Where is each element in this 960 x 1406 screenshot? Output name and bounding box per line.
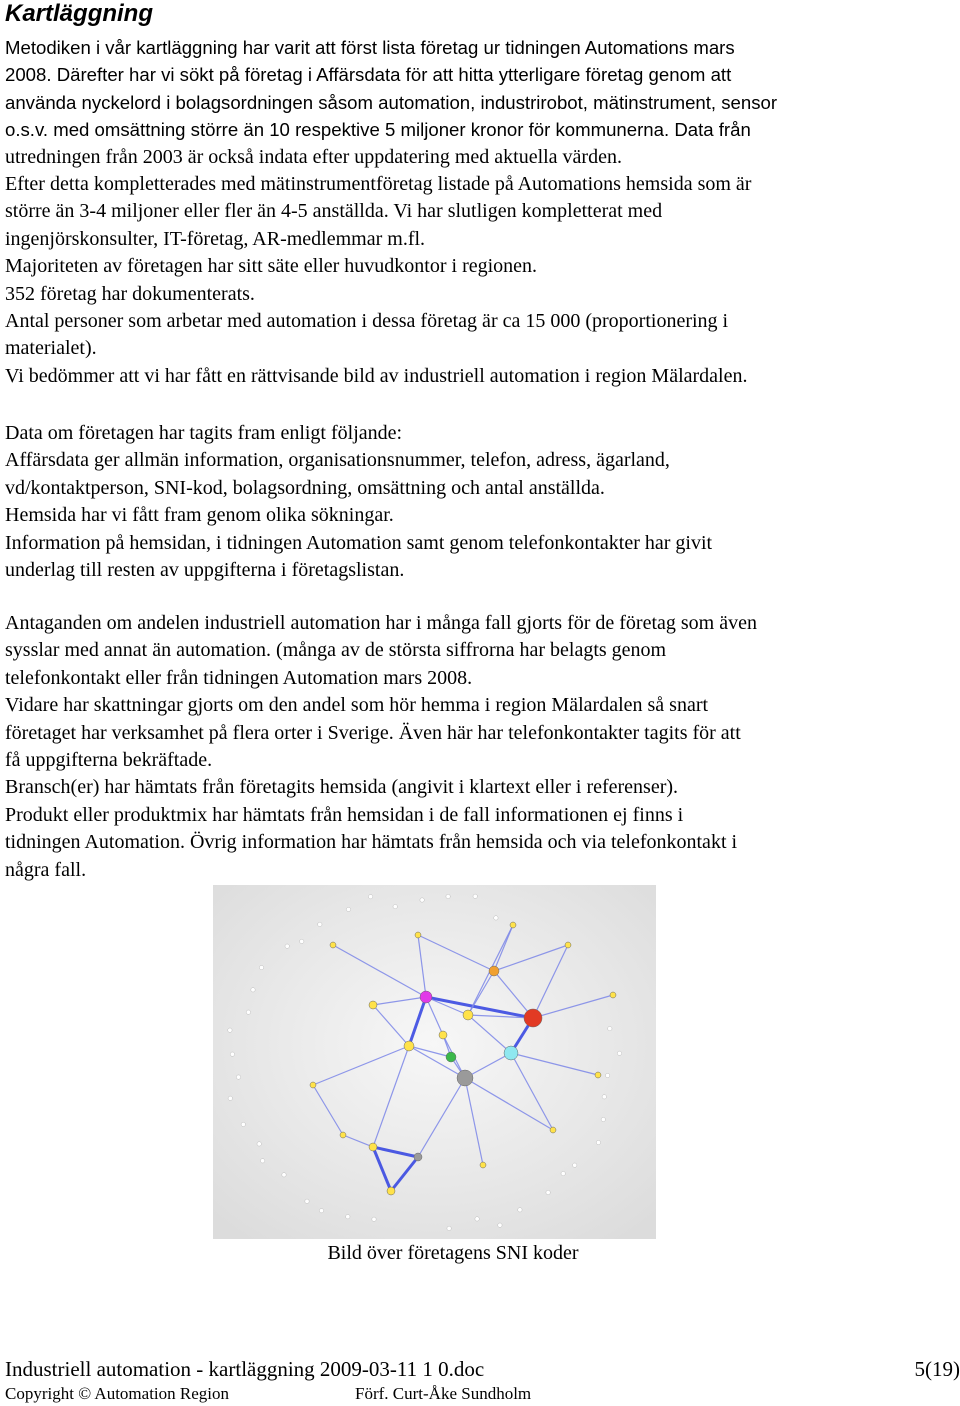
paragraph-assumptions: [5, 610, 950, 884]
isolated-node: [475, 1217, 479, 1221]
text-line: Produkt eller produktmix har hämtats från hemsidan i de fall informationen ej finns i: [5, 803, 684, 826]
graph-node: [489, 966, 499, 976]
graph-node: [414, 1153, 422, 1161]
text-line: sysslar med annat än automation. (många av de största siffrorna har belagts genom: [5, 639, 667, 662]
graph-node: [404, 1041, 414, 1051]
graph-node: [369, 1143, 377, 1151]
figure-background: [213, 885, 656, 1239]
graph-node: [420, 991, 432, 1003]
graph-node: [510, 922, 516, 928]
graph-node: [463, 1010, 473, 1020]
isolated-node: [447, 1226, 451, 1230]
isolated-node: [259, 965, 263, 969]
isolated-node: [372, 1217, 376, 1221]
graph-node: [446, 1052, 456, 1062]
network-graph: [213, 885, 656, 1239]
text-line: Metodiken i vår kartläggning har varit att först lista företag ur tidningen Automations mars: [5, 37, 735, 58]
text-line: Bransch(er) har hämtats från företagits hemsida (angivit i klartext eller i referenser).: [5, 776, 679, 799]
isolated-node: [518, 1208, 522, 1212]
text-line: Information på hemsidan, i tidningen Automation samt genom telefonkontakter har givit: [5, 531, 713, 554]
isolated-node: [246, 1010, 250, 1014]
text-line: o.s.v. med omsättning större än 10 respektive 5 miljoner kronor för kommunerna. Data från: [5, 119, 751, 141]
text-line: utredningen från 2003 är också indata efter uppdatering med aktuella värden.: [5, 145, 622, 168]
graph-node: [565, 942, 571, 948]
isolated-node: [282, 1173, 286, 1177]
text-line: tidningen Automation. Övrig information har hämtats från hemsida och via telefonkontakt i: [5, 831, 738, 854]
isolated-node: [473, 894, 477, 898]
footer-document-title: Industriell automation - kartläggning 2009-03-11 1 0.doc: [5, 1357, 485, 1381]
text-line: Majoriteten av företagen har sitt säte eller huvudkontor i regionen.: [5, 255, 538, 278]
isolated-node: [605, 1073, 609, 1077]
graph-node: [610, 992, 616, 998]
footer-author: Förf. Curt-Åke Sundholm: [355, 1384, 532, 1403]
isolated-node: [319, 1209, 323, 1213]
text-line: få uppgifterna bekräftade.: [5, 749, 213, 772]
sni-network-figure: [213, 885, 656, 1239]
graph-node: [524, 1009, 542, 1027]
isolated-node: [251, 988, 255, 992]
graph-node: [504, 1046, 518, 1060]
isolated-node: [601, 1117, 605, 1121]
isolated-node: [573, 1163, 577, 1167]
text-line: större än 3-4 miljoner eller fler än 4-5 anställda. Vi har slutligen kompletterat med: [5, 200, 663, 223]
isolated-node: [494, 916, 498, 920]
isolated-node: [305, 1199, 309, 1203]
paragraph-methodology: [5, 34, 950, 390]
isolated-node: [260, 1159, 264, 1163]
text-line: Affärsdata ger allmän information, organisationsnummer, telefon, adress, ägarland,: [5, 449, 670, 472]
graph-node: [369, 1001, 377, 1009]
text-line: Hemsida har vi fått fram genom olika sökningar.: [5, 504, 394, 527]
graph-node: [480, 1162, 486, 1168]
text-line: telefonkontakt eller från tidningen Automation mars 2008.: [5, 666, 473, 689]
isolated-node: [241, 1122, 245, 1126]
isolated-node: [546, 1190, 550, 1194]
graph-node: [415, 932, 421, 938]
graph-node: [330, 942, 336, 948]
text-line: ingenjörskonsulter, IT-företag, AR-medlemmar m.fl.: [5, 227, 426, 250]
isolated-node: [561, 1171, 565, 1175]
isolated-node: [617, 1051, 621, 1055]
isolated-node: [228, 1096, 232, 1100]
text-line: 352 företag har dokumenterats.: [5, 282, 255, 305]
isolated-node: [608, 1026, 612, 1030]
isolated-node: [346, 1215, 350, 1219]
graph-node: [439, 1031, 447, 1039]
graph-node: [457, 1070, 473, 1086]
footer-page-number: 5(19): [914, 1357, 960, 1381]
graph-node: [387, 1187, 395, 1195]
isolated-node: [602, 1095, 606, 1099]
isolated-node: [318, 922, 322, 926]
text-line: Antal personer som arbetar med automation i dessa företag är ca 15 000 (proportionering i: [5, 310, 729, 333]
text-line: några fall.: [5, 858, 87, 881]
isolated-node: [257, 1142, 261, 1146]
text-line: vd/kontaktperson, SNI-kod, bolagsordning, omsättning och antal anställda.: [5, 476, 605, 499]
isolated-node: [446, 894, 450, 898]
section-heading: Kartläggning: [5, 0, 153, 27]
isolated-node: [285, 944, 289, 948]
text-line: Vidare har skattningar gjorts om den andel som hör hemma i region Mälardalen så snart: [5, 694, 709, 717]
graph-node: [340, 1132, 346, 1138]
graph-node: [550, 1127, 556, 1133]
isolated-node: [228, 1028, 232, 1032]
text-line: Efter detta kompletterades med mätinstrumentföretag listade på Automations hemsida som är: [5, 173, 752, 196]
isolated-node: [420, 898, 424, 902]
paragraph-data-sources: [5, 420, 950, 584]
text-line: Vi bedömmer att vi har fått en rättvisande bild av industriell automation i region Mälardalen.: [5, 364, 748, 387]
isolated-node: [498, 1223, 502, 1227]
isolated-node: [346, 907, 350, 911]
isolated-node: [596, 1140, 600, 1144]
isolated-node: [230, 1052, 234, 1056]
footer-copyright: Copyright © Automation Region: [5, 1384, 229, 1403]
text-line: 2008. Därefter har vi sökt på företag i Affärsdata för att hitta ytterligare företag genom att: [5, 64, 732, 86]
text-line: underlag till resten av uppgifterna i företagslistan.: [5, 559, 405, 582]
text-line: Data om företagen har tagits fram enligt följande:: [5, 422, 403, 444]
isolated-node: [236, 1075, 240, 1079]
text-line: använda nyckelord i bolagsordningen såsom automation, industrirobot, mätinstrument, sensor: [5, 91, 778, 113]
graph-node: [595, 1072, 601, 1078]
isolated-node: [368, 895, 372, 899]
isolated-node: [393, 904, 397, 908]
text-line: Antaganden om andelen industriell automation har i många fall gjorts för de företag som även: [5, 612, 757, 634]
graph-node: [310, 1082, 316, 1088]
text-line: företaget har verksamhet på flera orter i Sverige. Även här har telefonkontakter tagits för att: [5, 721, 741, 744]
isolated-node: [300, 939, 304, 943]
text-line: materialet).: [5, 337, 97, 360]
figure-caption: Bild över företagens SNI koder: [327, 1242, 579, 1264]
